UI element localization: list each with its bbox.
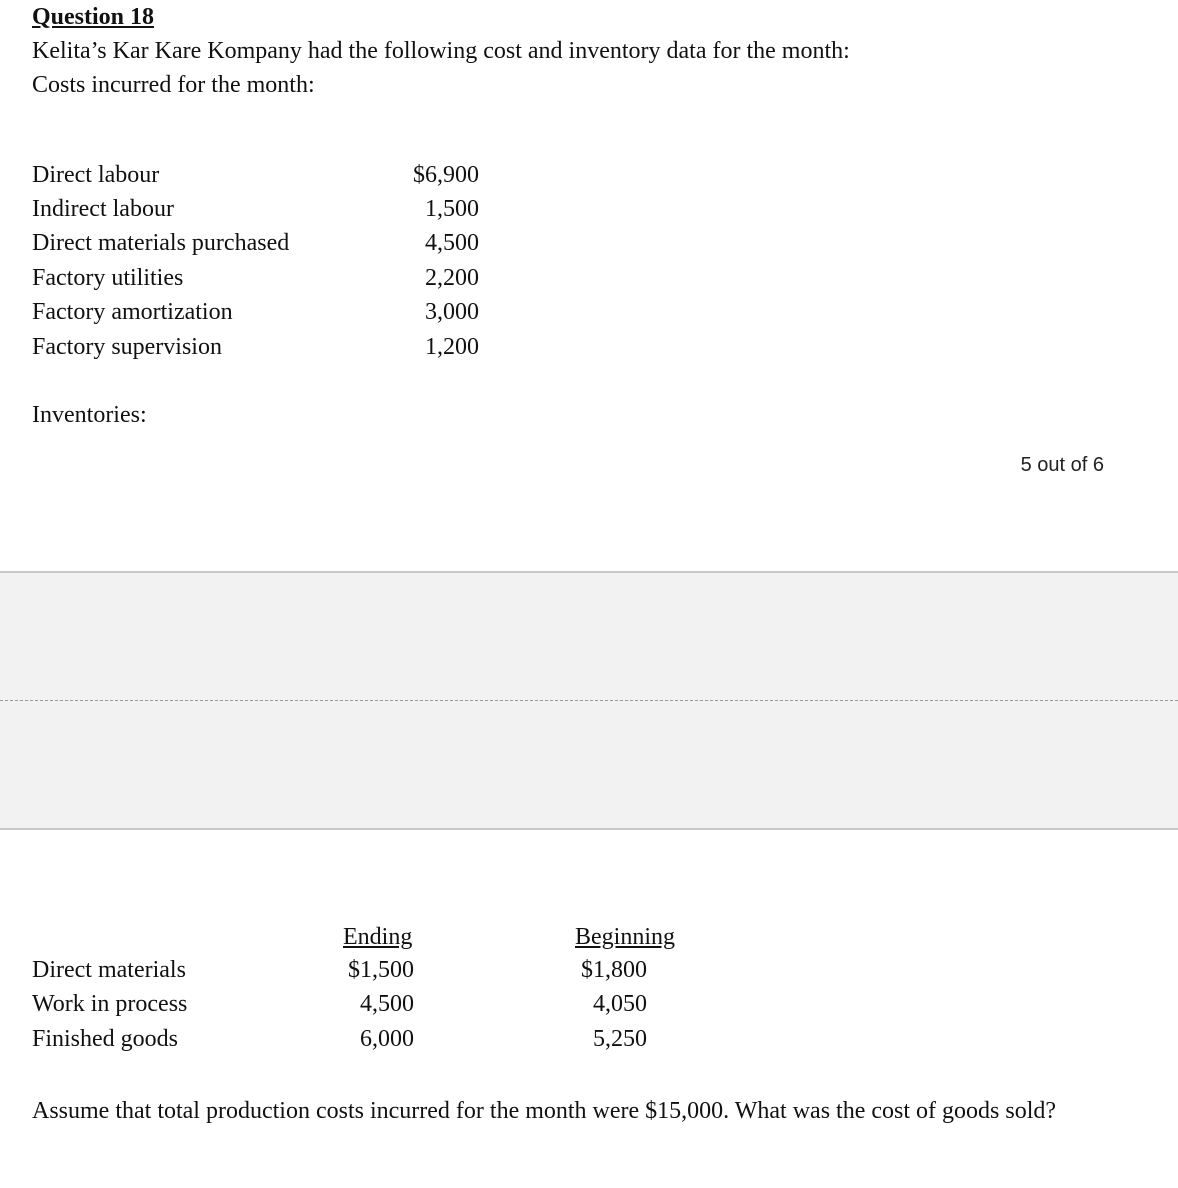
ending-column-header: Ending	[343, 924, 413, 950]
cost-amount: 1,200	[425, 334, 479, 360]
inventory-beginning: $1,800	[581, 957, 647, 983]
cost-label: Direct labour	[32, 162, 160, 188]
page-indicator: 5 out of 6	[1020, 454, 1104, 476]
cost-amount: 4,500	[425, 230, 479, 256]
inventory-label: Finished goods	[32, 1026, 179, 1052]
cost-label: Direct materials purchased	[32, 230, 290, 256]
page-break-line	[0, 700, 1178, 701]
inventories-heading: Inventories:	[32, 402, 147, 428]
cost-label: Factory utilities	[32, 265, 184, 291]
inventory-ending: 4,500	[360, 991, 414, 1017]
inventory-label: Work in process	[32, 991, 188, 1017]
inventory-beginning: 5,250	[593, 1026, 647, 1052]
inventory-ending: 6,000	[360, 1026, 414, 1052]
costs-heading: Costs incurred for the month:	[32, 72, 315, 98]
beginning-column-header: Beginning	[575, 924, 675, 950]
cost-amount: 2,200	[425, 265, 479, 291]
cost-amount: 3,000	[425, 299, 479, 325]
cost-label: Factory amortization	[32, 299, 233, 325]
question-prompt: Assume that total production costs incurred for the month were $15,000. What was the cost of goods sold?	[32, 1098, 1057, 1124]
cost-label: Indirect labour	[32, 196, 174, 222]
question-intro: Kelita’s Kar Kare Kompany had the following cost and inventory data for the month:	[32, 38, 850, 64]
question-title: Question 18	[32, 4, 155, 30]
cost-amount: $6,900	[413, 162, 479, 188]
cost-amount: 1,500	[425, 196, 479, 222]
inventory-label: Direct materials	[32, 957, 186, 983]
inventory-beginning: 4,050	[593, 991, 647, 1017]
cost-label: Factory supervision	[32, 334, 222, 360]
inventory-ending: $1,500	[348, 957, 414, 983]
